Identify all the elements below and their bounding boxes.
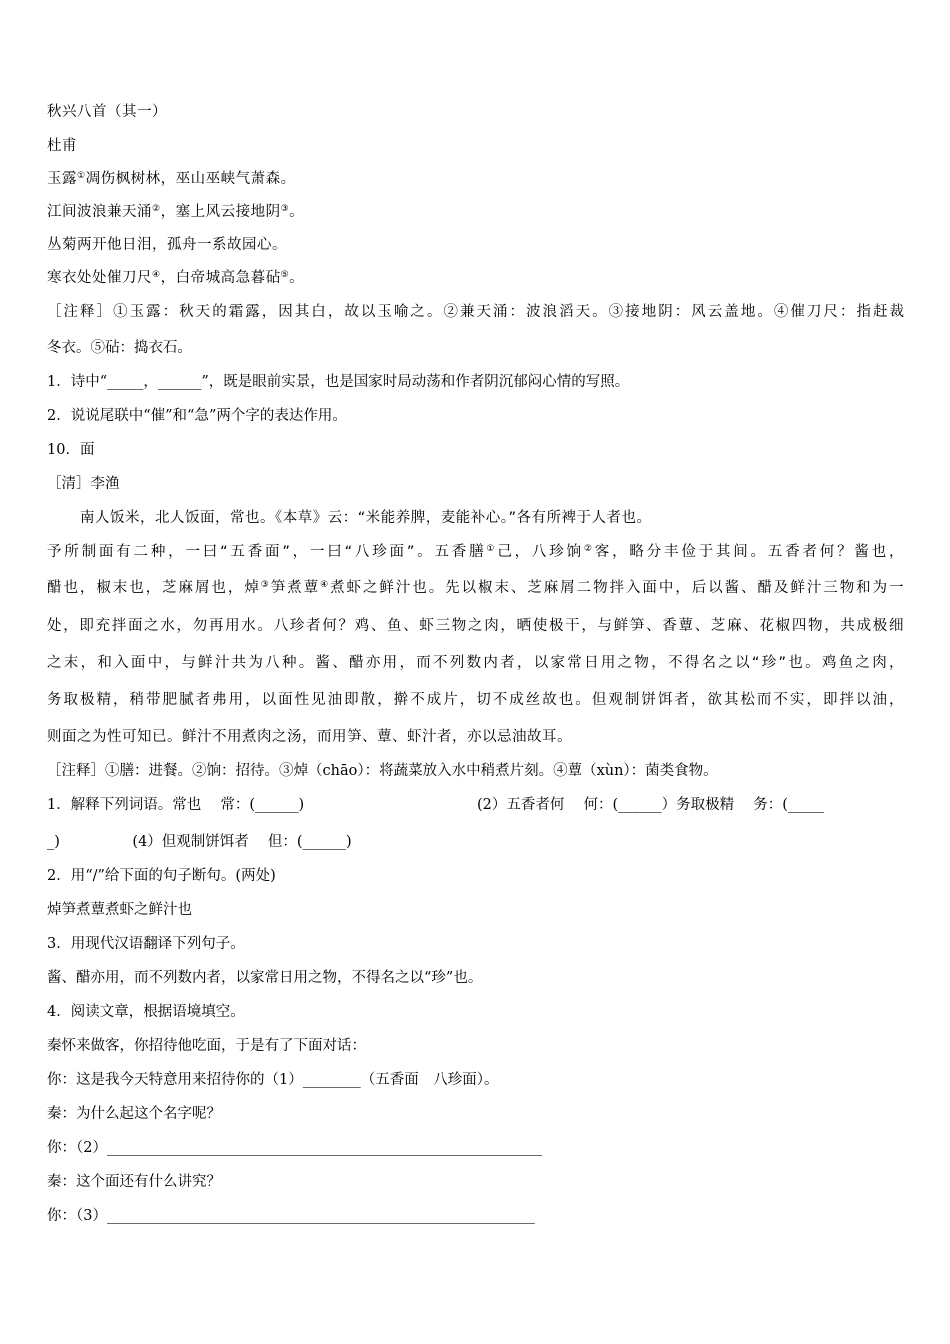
question-1-part-1: 1．解释下列词语。常也 常：(______) (47, 797, 305, 813)
passage-line-5: 之末，和入面中，与鲜汁共为八种。酱、醋亦用，而不列数内者，以家常日用之物，不得名之以“珍”也。鸡鱼之肉， (47, 655, 904, 671)
poem-line-2: 江间波浪兼天涌②，塞上风云接地阴③。 (47, 204, 305, 220)
passage-line-3: 醋也，椒末也，芝麻屑也，焯③笋煮蕈④煮虾之鲜汁也。先以椒末、芝麻屑二物拌入面中，后以酱、醋及鲜汁三物和为一 (47, 580, 905, 596)
poem-title: 秋兴八首（其一） (47, 104, 167, 120)
question-2-sentence: 焯笋煮蕈煮虾之鲜汁也 (47, 902, 192, 918)
question-3: 3．用现代汉语翻译下列句子。 (47, 936, 245, 952)
question-1-part-2: (2）五香者何 何：(______）务取极精 务：(_____ (477, 797, 825, 813)
poem-line-1: 玉露①凋伤枫树林，巫山巫峡气萧森。 (47, 171, 296, 187)
poem-author: 杜甫 (47, 138, 77, 154)
poem-note-line-1: ［注释］①玉露：秋天的霜露，因其白，故以玉喻之。②兼天涌：波浪滔天。③接地阴：风云盖地。④催刀尺：指赶裁 (47, 304, 904, 320)
poem-line-4: 寒衣处处催刀尺④，白帝城高急暮砧⑤。 (47, 270, 305, 286)
dialogue-line-2: 秦：为什么起这个名字呢？ (47, 1106, 221, 1122)
passage-line-6: 务取极精，稍带肥腻者弗用，以面性见油即散，擀不成片，切不成丝故也。但观制饼饵者，欲其松而不实，即拌以油， (47, 692, 904, 708)
question-4-intro: 秦怀来做客，你招待他吃面，于是有了下面对话： (47, 1038, 366, 1054)
passage-note: ［注释］①膳：进餐。②饷：招待。③焯（chāo）：将蔬菜放入水中稍煮片刻。④蕈（xùn）：菌类食物。 (47, 763, 718, 779)
question-4: 4．阅读文章，根据语境填空。 (47, 1004, 245, 1020)
passage-author: ［清］李渔 (47, 476, 120, 492)
question-2: 2．用“/”给下面的句子断句。(两处) (47, 868, 276, 884)
dialogue-line-1: 你：这是我今天特意用来招待你的（1）________（五香面 八珍面）。 (47, 1072, 499, 1088)
poem-question-2: 2．说说尾联中“催”和“急”两个字的表达作用。 (47, 408, 347, 424)
poem-note-line-2: 冬衣。⑤砧：捣衣石。 (47, 340, 192, 356)
poem-question-1: 1．诗中“_____，______”，既是眼前实景，也是国家时局动荡和作者阴沉郁闷心情的写照。 (47, 374, 630, 390)
passage-title: 10．面 (47, 442, 95, 458)
passage-line-7: 则面之为性可知已。鲜汁不用煮肉之汤，而用笋、蕈、虾汁者，亦以忌油故耳。 (47, 729, 572, 745)
passage-line-4: 处，即充拌面之水，勿再用水。八珍者何？鸡、鱼、虾三物之肉，晒使极干，与鲜笋、香蕈、芝麻、花椒四物，共成极细 (47, 618, 904, 634)
passage-line-2: 予所制面有二种，一曰“五香面”，一曰“八珍面”。五香膳①己，八珍饷②客，略分丰俭于其间。五香者何？酱也， (47, 544, 905, 560)
dialogue-line-3: 你：（2）____________________________________________________________ (47, 1140, 542, 1156)
passage-para-1: 南人饭米，北人饭面，常也。《本草》云：“米能养脾，麦能补心。”各有所裨于人者也。 (80, 510, 652, 526)
dialogue-line-4: 秦：这个面还有什么讲究？ (47, 1174, 221, 1190)
question-3-sentence: 酱、醋亦用，而不列数内者，以家常日用之物，不得名之以“珍”也。 (47, 970, 483, 986)
dialogue-line-5: 你：（3）___________________________________________________________ (47, 1208, 535, 1224)
poem-line-3: 丛菊两开他日泪，孤舟一系故园心。 (47, 237, 287, 253)
question-1-part-3: _) (4）但观制饼饵者 但：(______) (47, 834, 352, 850)
